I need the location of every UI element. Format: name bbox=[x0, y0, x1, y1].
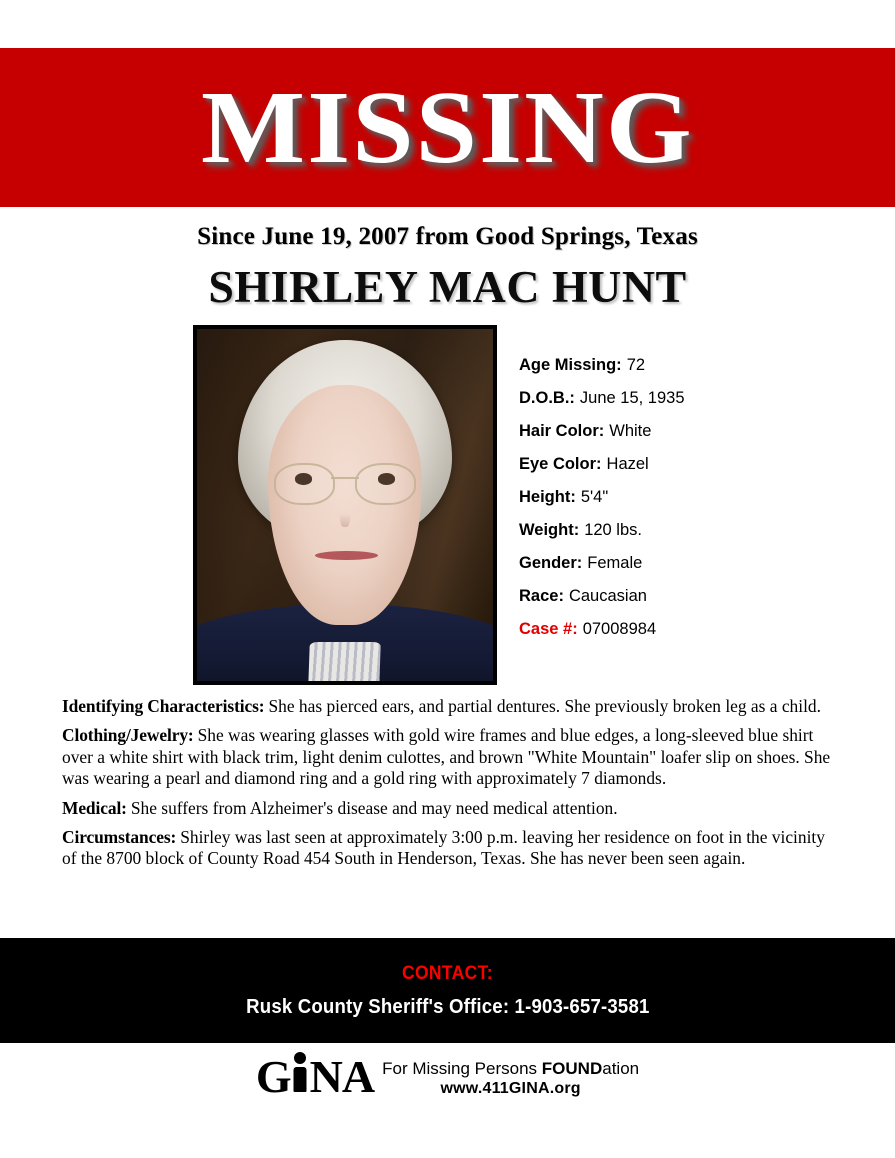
detail-row-gender bbox=[519, 555, 895, 572]
description-circumstances bbox=[62, 827, 843, 870]
detail-label-dob: D.O.B.: bbox=[519, 389, 575, 407]
gina-website[interactable]: www.411GINA.org bbox=[440, 1079, 581, 1097]
footer-logo bbox=[0, 1052, 895, 1100]
missing-person-photo bbox=[193, 325, 497, 685]
gina-tagline-part2: ation bbox=[602, 1059, 640, 1078]
photo-mouth bbox=[315, 551, 377, 560]
detail-value-race: Caucasian bbox=[568, 587, 647, 605]
detail-value-gender: Female bbox=[587, 554, 643, 572]
gina-tagline-block bbox=[382, 1052, 639, 1099]
gina-wordmark bbox=[256, 1052, 374, 1100]
detail-label-age-missing: Age Missing: bbox=[519, 356, 622, 374]
detail-row-weight bbox=[519, 522, 895, 539]
details-list bbox=[519, 325, 895, 654]
detail-value-weight: 120 lbs. bbox=[584, 521, 642, 539]
photo-right-eye bbox=[378, 473, 396, 484]
description-label-medical: Medical: bbox=[62, 797, 127, 818]
description-label-identifying-characteristics: Identifying Characteristics: bbox=[62, 696, 265, 716]
detail-row-eye-color bbox=[519, 456, 895, 473]
photo-collar bbox=[309, 642, 382, 685]
missing-banner bbox=[0, 48, 895, 207]
person-figure-head bbox=[294, 1052, 306, 1064]
contact-heading: CONTACT: bbox=[402, 962, 493, 984]
detail-row-dob bbox=[519, 390, 895, 407]
detail-row-race bbox=[519, 588, 895, 605]
detail-value-eye-color: Hazel bbox=[606, 455, 649, 473]
person-figure-body bbox=[294, 1067, 307, 1092]
page-title: SHIRLEY MAC HUNT bbox=[208, 262, 687, 312]
description-text-medical: She suffers from Alzheimer's disease and may need medical attention. bbox=[130, 797, 618, 818]
gina-tagline-part1: For Missing Persons bbox=[382, 1059, 542, 1078]
detail-row-case-number bbox=[519, 621, 895, 638]
detail-value-case-number: 07008984 bbox=[582, 620, 657, 638]
description-identifying-characteristics bbox=[62, 696, 843, 717]
detail-label-eye-color: Eye Color: bbox=[519, 455, 602, 473]
photo-left-eye bbox=[295, 473, 313, 484]
photo-nose bbox=[340, 505, 349, 527]
descriptions-section bbox=[0, 696, 895, 870]
detail-label-weight: Weight: bbox=[519, 521, 580, 539]
detail-row-age-missing bbox=[519, 357, 895, 374]
gina-logo-letters-na: NA bbox=[309, 1051, 375, 1102]
detail-value-hair-color: White bbox=[609, 422, 652, 440]
description-text-circumstances: Shirley was last seen at approximately 3:00 p.m. leaving her residence on foot in the vicinity of the 8700 block of County Road 454 South in Henderson, Texas. She has never been seen again. bbox=[62, 827, 825, 869]
photo-face bbox=[268, 385, 422, 624]
description-text-identifying-characteristics: She has pierced ears, and partial dentures. She previously broken leg as a child. bbox=[268, 696, 821, 716]
description-label-circumstances: Circumstances: bbox=[62, 827, 177, 848]
detail-label-case-number: Case #: bbox=[519, 620, 578, 638]
detail-value-dob: June 15, 1935 bbox=[579, 389, 685, 407]
gina-tagline-found: FOUND bbox=[541, 1059, 603, 1078]
since-line: Since June 19, 2007 from Good Springs, Texas bbox=[197, 223, 698, 250]
contact-phone-line[interactable]: Rusk County Sheriff's Office: 1-903-657-3581 bbox=[245, 995, 650, 1018]
description-clothing-jewelry bbox=[62, 725, 843, 789]
detail-label-hair-color: Hair Color: bbox=[519, 422, 605, 440]
detail-label-race: Race: bbox=[519, 587, 564, 605]
description-text-clothing-jewelry: She was wearing glasses with gold wire frames and blue edges, a long-sleeved blue shirt over a white shirt with black trim, light denim culottes, and brown "White Mountain" loafer slip on shoes. She was wearing a pearl and diamond ring and a gold ring with approximately 7 diamonds. bbox=[62, 725, 831, 789]
detail-label-height: Height: bbox=[519, 488, 576, 506]
description-medical bbox=[62, 798, 843, 819]
photo-and-details-row bbox=[0, 325, 895, 685]
gina-tagline bbox=[382, 1059, 639, 1079]
detail-value-age-missing: 72 bbox=[626, 356, 646, 374]
detail-label-gender: Gender: bbox=[519, 554, 583, 572]
detail-value-height: 5'4" bbox=[580, 488, 609, 506]
photo-background bbox=[197, 329, 493, 681]
banner-title: MISSING bbox=[201, 69, 694, 185]
contact-bar bbox=[0, 938, 895, 1043]
top-white-margin bbox=[0, 0, 895, 48]
detail-row-hair-color bbox=[519, 423, 895, 440]
detail-row-height bbox=[519, 489, 895, 506]
description-label-clothing-jewelry: Clothing/Jewelry: bbox=[62, 725, 194, 746]
person-figure-icon bbox=[292, 1052, 309, 1092]
gina-logo-letter-g: G bbox=[255, 1051, 291, 1102]
